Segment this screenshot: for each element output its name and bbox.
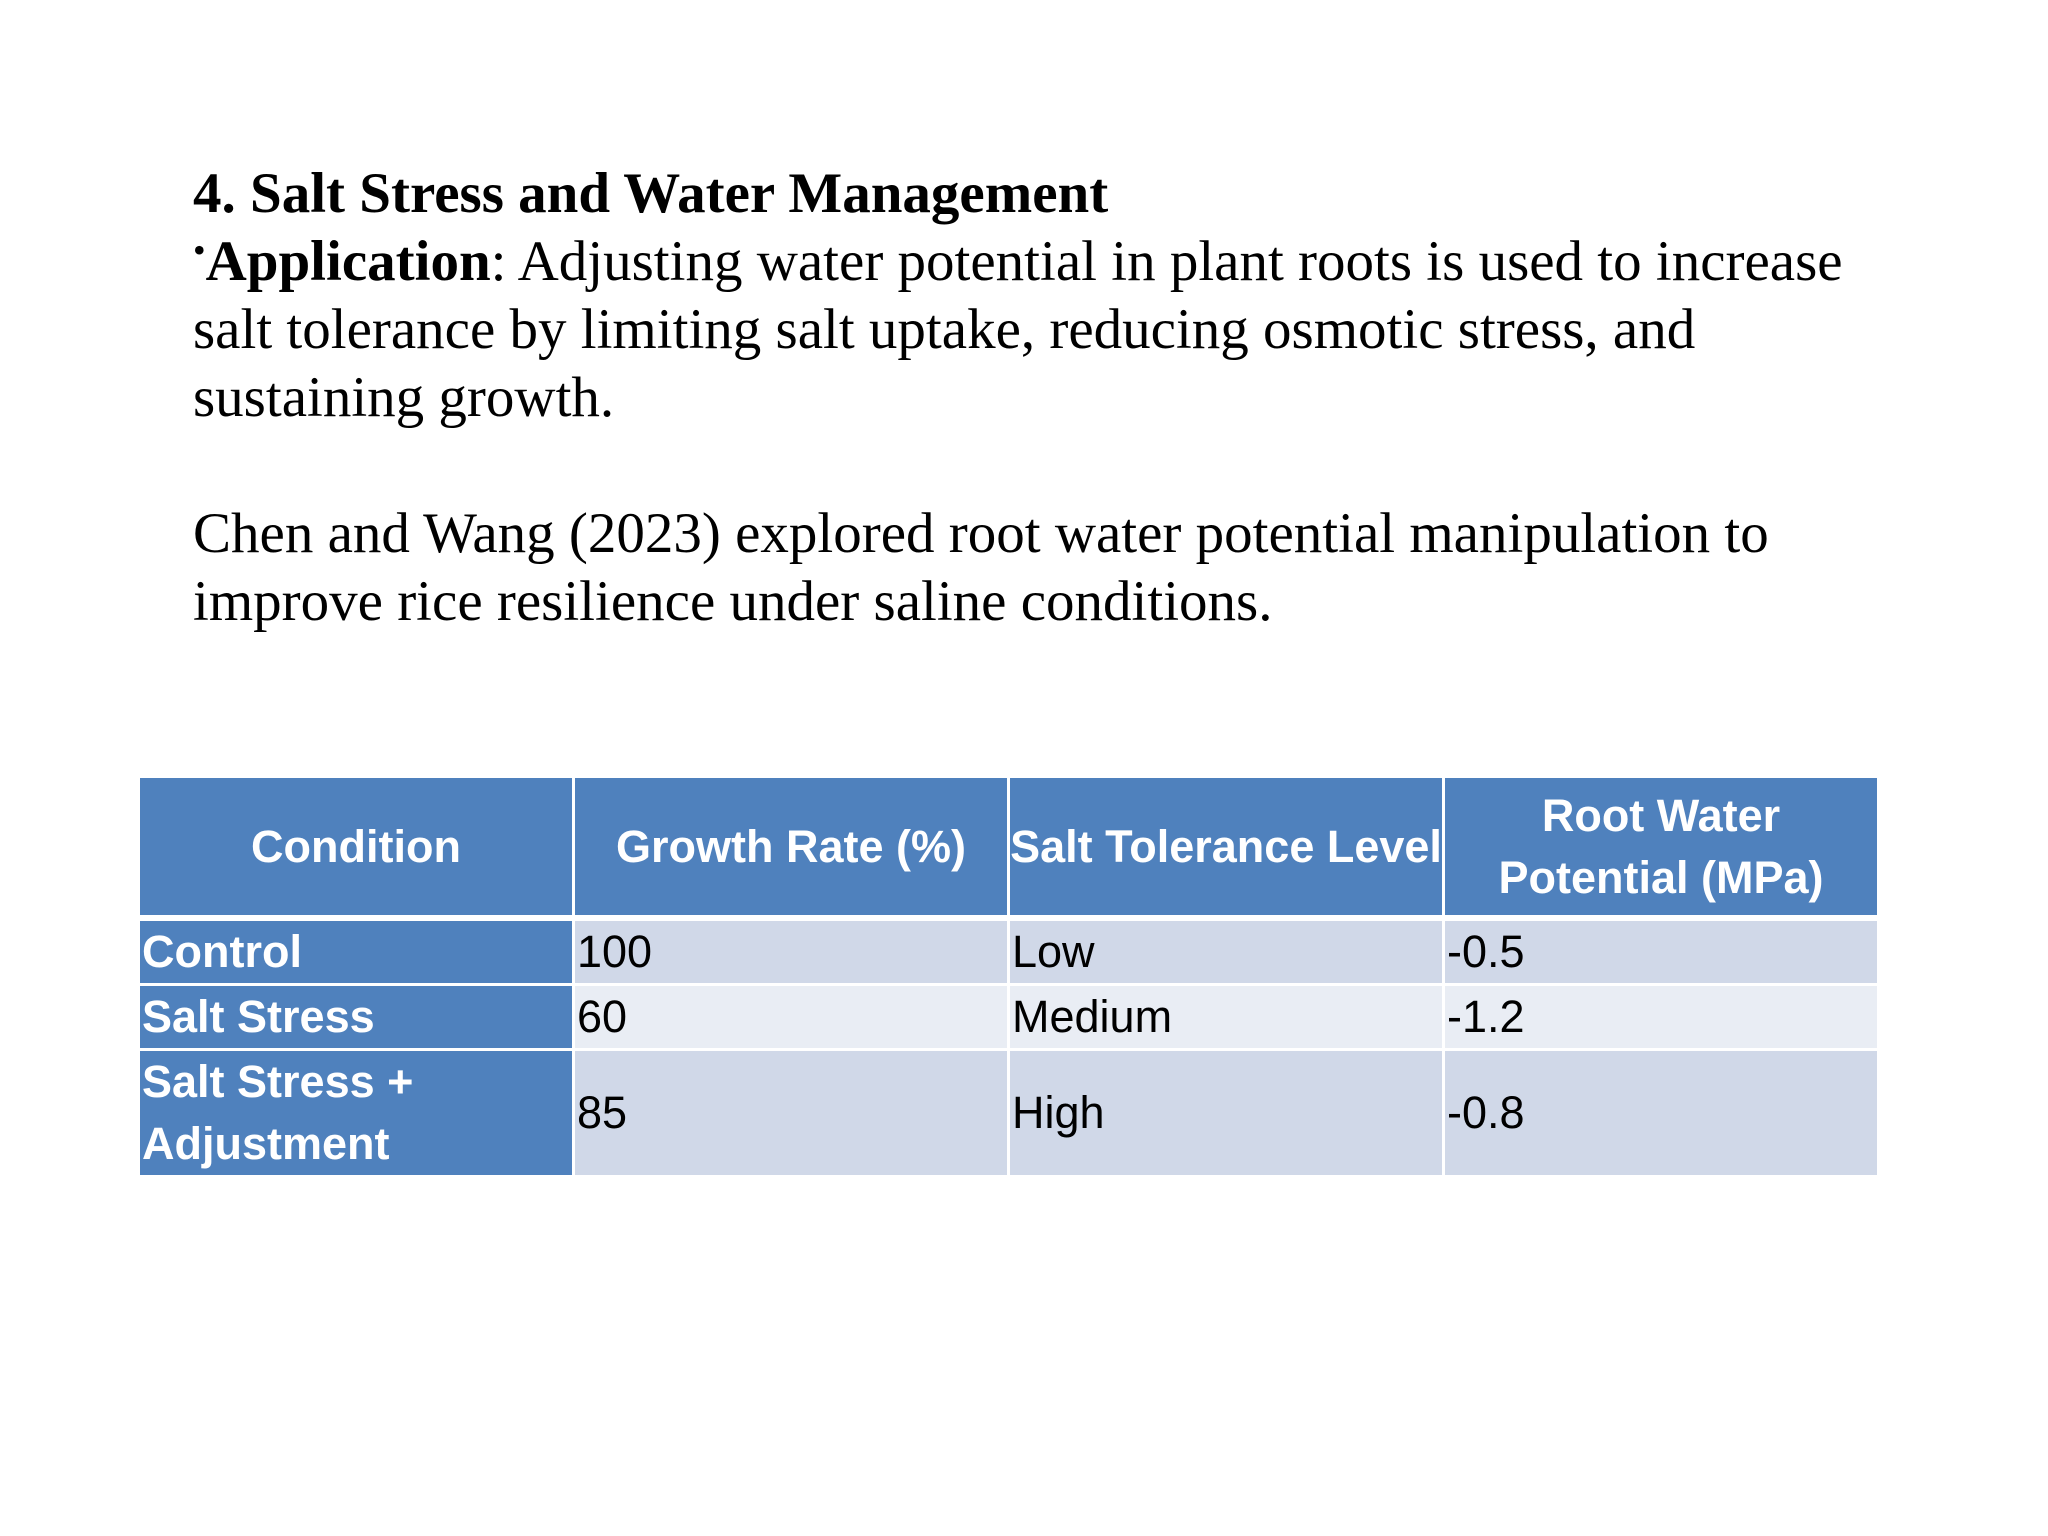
row-condition: Salt Stress [139,985,574,1050]
table-header-row [139,777,1879,919]
slide-heading: 4. Salt Stress and Water Management [193,162,1109,225]
row-root-water-potential: -1.2 [1444,985,1879,1050]
header-salt-tolerance: Salt Tolerance Level [1009,777,1444,919]
row-growth-rate: 85 [574,1050,1009,1177]
row-salt-tolerance: Low [1009,918,1444,985]
row-growth-rate: 60 [574,985,1009,1050]
application-text: : Adjusting water potential in plant roots is used to increase salt tolerance by limiting salt uptake, reducing osmotic stress, and sustaining growth. [193,230,1843,429]
table-row [139,918,1879,985]
row-condition: Control [139,918,574,985]
row-salt-tolerance: Medium [1009,985,1444,1050]
bullet-icon: • [193,230,206,270]
row-condition: Salt Stress + Adjustment [139,1050,574,1177]
table-row [139,985,1879,1050]
header-condition: Condition [139,777,574,919]
table-row [139,1050,1879,1177]
spacer [193,432,1873,500]
row-root-water-potential: -0.5 [1444,918,1879,985]
application-bullet [193,228,1873,432]
slide-text [193,160,1873,636]
header-growth-rate: Growth Rate (%) [574,777,1009,919]
row-salt-tolerance: High [1009,1050,1444,1177]
citation-paragraph: Chen and Wang (2023) explored root water potential manipulation to improve rice resilience under saline conditions. [193,502,1769,633]
application-label: Application [205,230,491,293]
results-table [137,775,1880,1178]
row-root-water-potential: -0.8 [1444,1050,1879,1177]
header-root-water-potential: Root Water Potential (MPa) [1444,777,1879,919]
row-growth-rate: 100 [574,918,1009,985]
